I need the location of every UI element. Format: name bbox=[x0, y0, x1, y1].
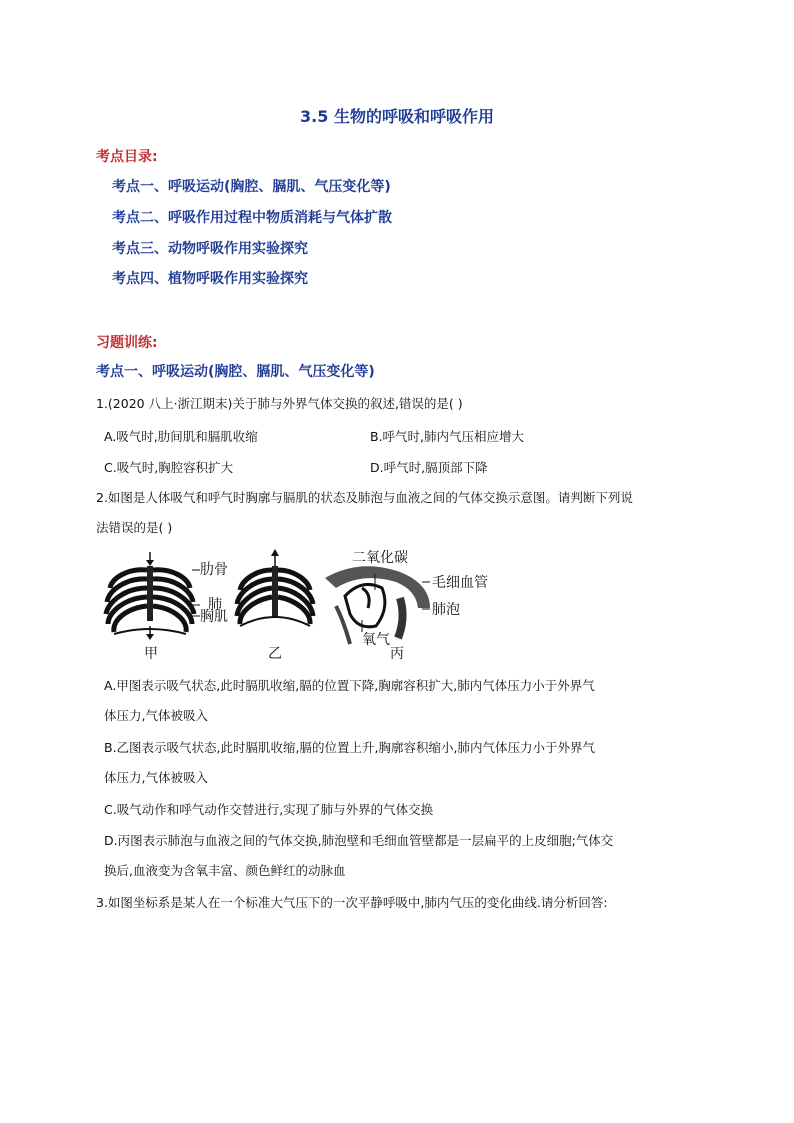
label-yi: 乙 bbox=[268, 646, 282, 662]
label-diaphragm: 胸肌 bbox=[200, 609, 228, 625]
q2-option-d-line2: 换后,血液变为含氧丰富、颜色鲜红的动脉血 bbox=[104, 863, 346, 878]
question-3-stem: 3.如图坐标系是某人在一个标准大气压下的一次平静呼吸中,肺内气压的变化曲线.请分析回答: bbox=[96, 895, 608, 910]
toc-item-2: 考点二、呼吸作用过程中物质消耗与气体扩散 bbox=[112, 210, 392, 226]
toc-item-1: 考点一、呼吸运动(胸腔、膈肌、气压变化等) bbox=[112, 179, 391, 195]
toc-item-3: 考点三、动物呼吸作用实验探究 bbox=[112, 241, 308, 257]
label-rib: 肋骨 bbox=[200, 562, 228, 578]
q2-option-b-line2: 体压力,气体被吸入 bbox=[104, 770, 208, 785]
respiration-figure bbox=[100, 548, 520, 663]
label-bing: 丙 bbox=[390, 646, 404, 662]
practice-heading: 习题训练: bbox=[96, 335, 158, 351]
question-1-stem: 1.(2020 八上·浙江期末)关于肺与外界气体交换的叙述,错误的是( ) bbox=[96, 396, 463, 411]
page-title: 3.5 生物的呼吸和呼吸作用 bbox=[300, 107, 494, 126]
q2-option-a-line1: A.甲图表示吸气状态,此时膈肌收缩,膈的位置下降,胸廓容积扩大,肺内气体压力小于外界气 bbox=[104, 678, 595, 693]
label-oxygen: 氧气 bbox=[362, 632, 390, 648]
question-2-stem-line2: 法错误的是( ) bbox=[96, 520, 173, 535]
label-co2: 二氧化碳 bbox=[352, 550, 408, 566]
section-heading-1: 考点一、呼吸运动(胸腔、膈肌、气压变化等) bbox=[96, 364, 375, 380]
label-alveolus: 肺泡 bbox=[432, 602, 460, 618]
ribcage-inhale-figure bbox=[106, 552, 194, 640]
toc-item-4: 考点四、植物呼吸作用实验探究 bbox=[112, 271, 308, 287]
label-lung: 肺 bbox=[208, 597, 222, 613]
q1-option-c: C.吸气时,胸腔容积扩大 bbox=[104, 460, 234, 475]
q1-option-b: B.呼气时,肺内气压相应增大 bbox=[370, 429, 525, 444]
toc-heading: 考点目录: bbox=[96, 149, 158, 165]
label-capillary: 毛细血管 bbox=[432, 575, 488, 591]
question-2-stem-line1: 2.如图是人体吸气和呼气时胸廓与膈肌的状态及肺泡与血液之间的气体交换示意图。请判断下列说 bbox=[96, 490, 633, 505]
q2-option-a-line2: 体压力,气体被吸入 bbox=[104, 708, 208, 723]
q2-option-b-line1: B.乙图表示吸气状态,此时膈肌收缩,膈的位置上升,胸廓容积缩小,肺内气体压力小于外界气 bbox=[104, 740, 595, 755]
label-jia: 甲 bbox=[144, 646, 158, 662]
ribcage-exhale-figure bbox=[237, 549, 313, 626]
q2-option-c: C.吸气动作和呼气动作交替进行,实现了肺与外界的气体交换 bbox=[104, 802, 434, 817]
q2-option-d-line1: D.丙图表示肺泡与血液之间的气体交换,肺泡壁和毛细血管壁都是一层扁平的上皮细胞;气体交 bbox=[104, 833, 614, 848]
q1-option-d: D.呼气时,膈顶部下降 bbox=[370, 460, 488, 475]
q1-option-a: A.吸气时,肋间肌和膈肌收缩 bbox=[104, 429, 258, 444]
